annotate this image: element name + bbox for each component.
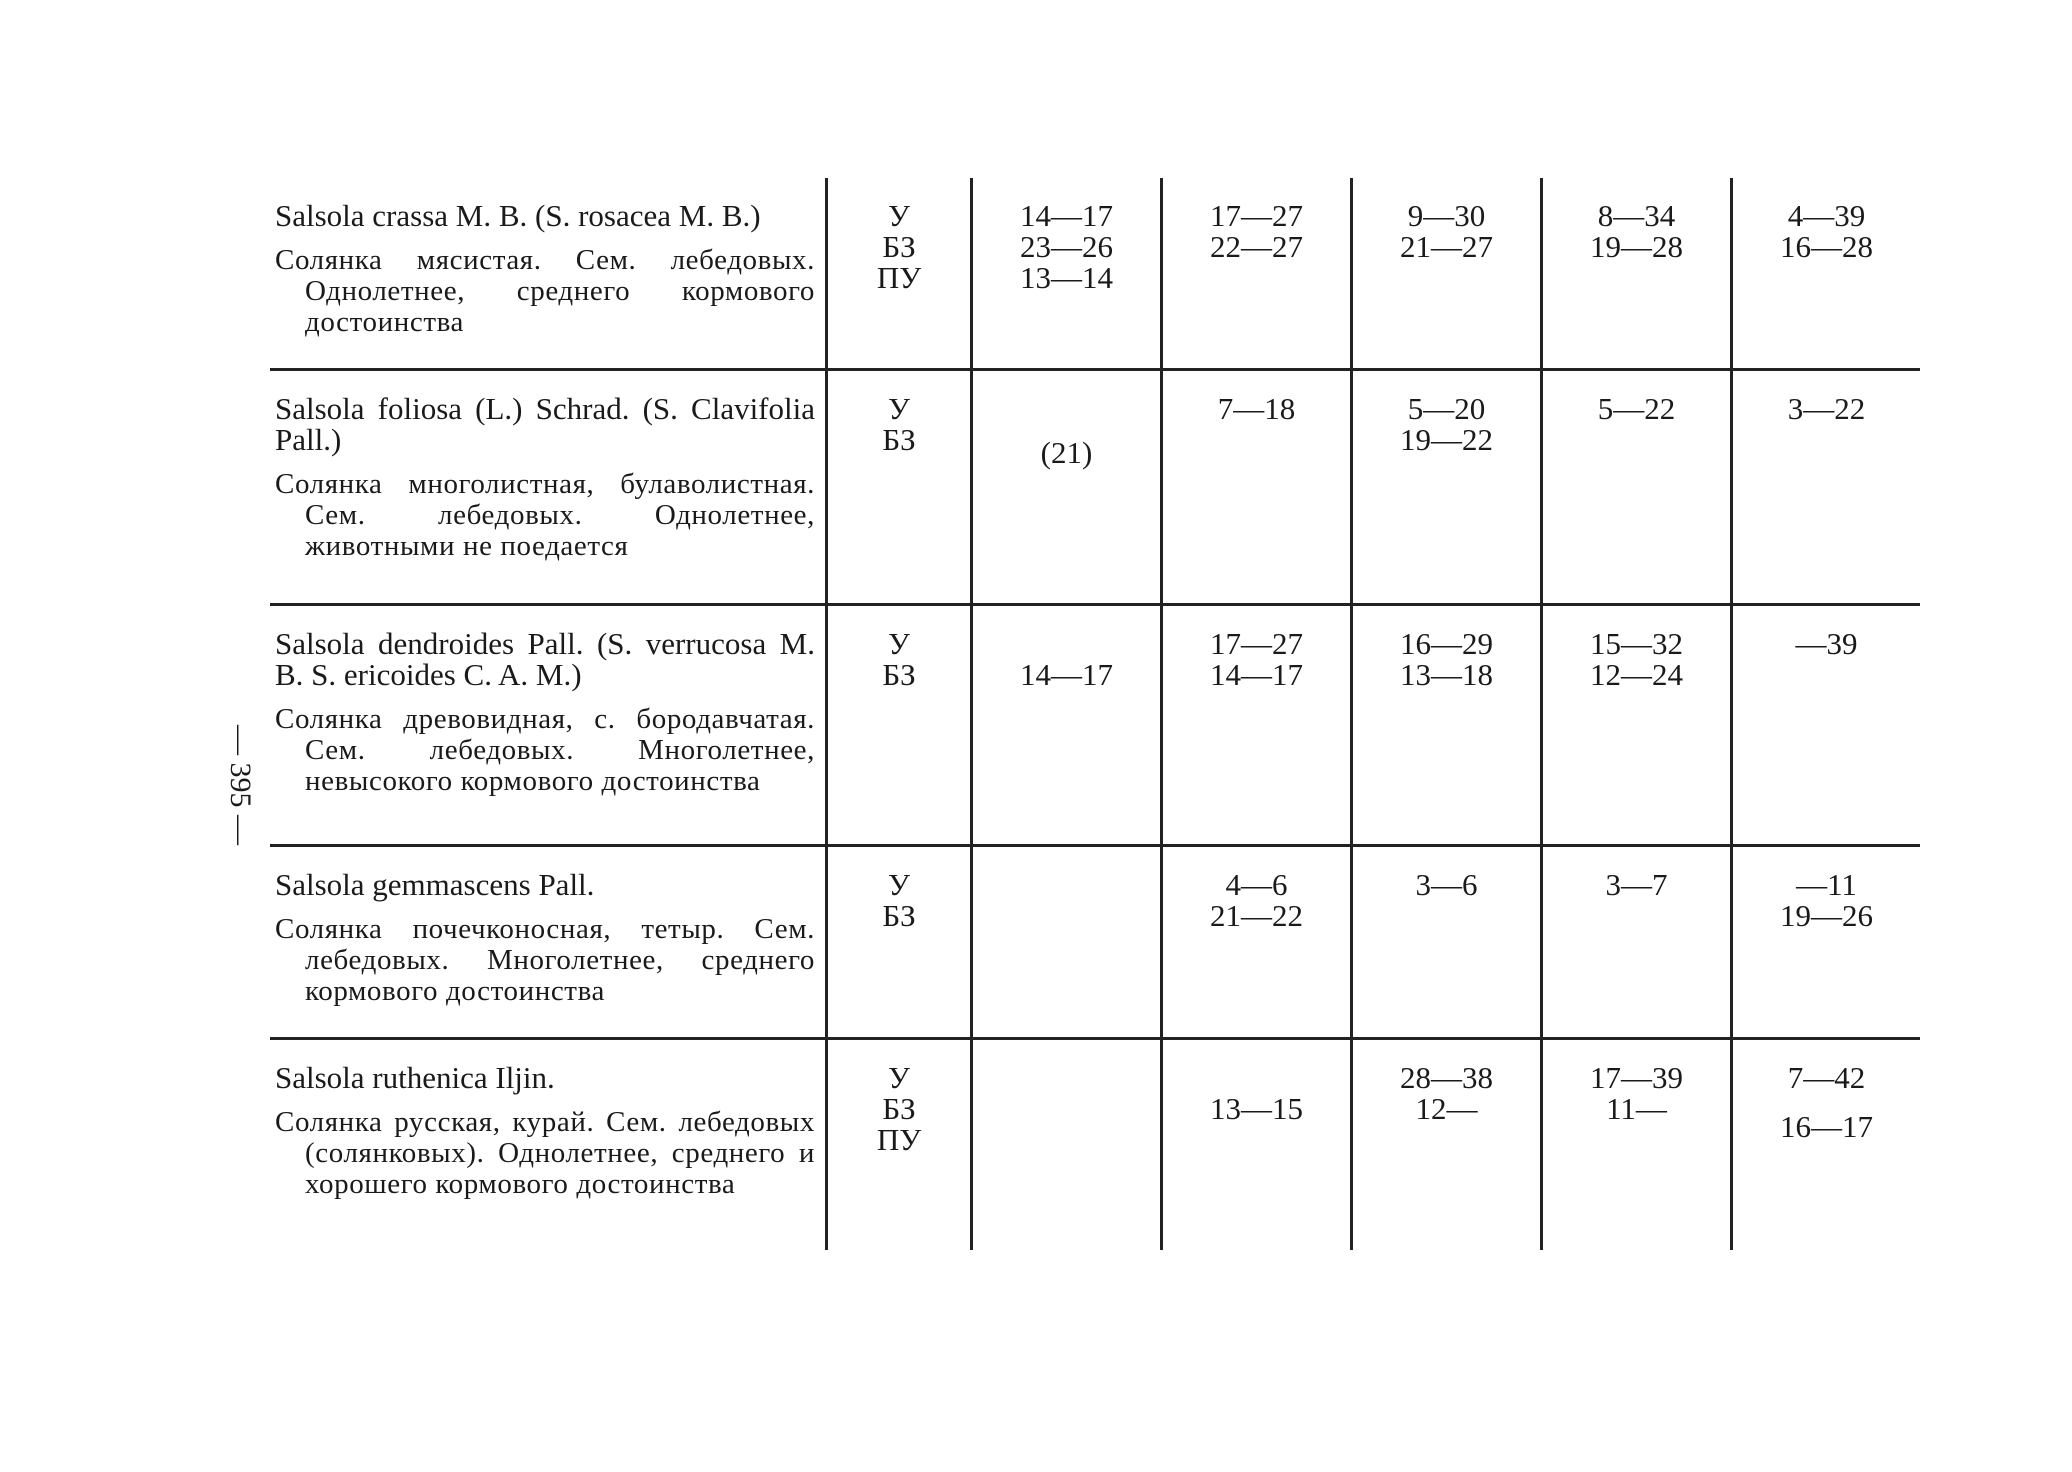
value-cell-1: [970, 606, 1160, 844]
species-cell: [270, 1040, 825, 1250]
range-value: 11—: [1606, 1091, 1667, 1126]
range-value: 19—28: [1590, 229, 1683, 264]
range-value: 4—39: [1787, 198, 1866, 233]
range-value: 13—15: [1210, 1091, 1303, 1126]
range-value: 22—27: [1210, 229, 1303, 264]
zone-cell: [825, 606, 970, 844]
zone-value: ПУ: [876, 1122, 922, 1157]
zone-value: БЗ: [882, 229, 916, 264]
latin-name: Salsola ruthenica Iljin.: [275, 1060, 555, 1095]
range-value: 28—38: [1400, 1060, 1493, 1095]
zone-cell: [825, 1040, 970, 1250]
species-cell: [270, 178, 825, 368]
range-value: 14—17: [1020, 657, 1113, 692]
latin-name: Salsola foliosa (L.) Schrad. (S. Clavifolia Pall.): [275, 391, 815, 457]
zone-value: БЗ: [882, 898, 916, 933]
species-table: [270, 178, 1920, 1250]
value-cell-2: [1160, 371, 1350, 603]
value-cell-4: [1540, 178, 1730, 368]
range-value: 3—22: [1787, 391, 1866, 426]
zone-value: У: [888, 198, 910, 233]
range-value: 13—18: [1400, 657, 1493, 692]
range-value: 3—7: [1605, 867, 1668, 902]
zone-value: БЗ: [882, 422, 916, 457]
range-value: 7—42: [1787, 1060, 1866, 1095]
range-value: 19—26: [1780, 898, 1873, 933]
range-value: 4—6: [1225, 867, 1288, 902]
value-cell-4: [1540, 847, 1730, 1037]
range-value: (21): [1040, 435, 1093, 470]
range-value: 17—39: [1590, 1060, 1683, 1095]
range-value: 13—14: [1020, 260, 1113, 295]
latin-name: Salsola gemmascens Pall.: [275, 867, 595, 902]
species-description: Солянка мясистая. Сем. лебедовых. Однолетнее, среднего кормового достоинства: [275, 244, 815, 338]
range-value: 16—17: [1780, 1109, 1873, 1144]
range-value: 3—6: [1415, 867, 1478, 902]
range-value: 7—18: [1217, 391, 1296, 426]
value-cell-1: [970, 371, 1160, 603]
value-cell-3: [1350, 1040, 1540, 1250]
species-description: Солянка древовидная, с. бородавчатая. Сем. лебедовых. Многолетнее, невысокого кормового достоинства: [275, 703, 815, 797]
zone-value: У: [888, 391, 910, 426]
range-value: 17—27: [1210, 198, 1303, 233]
value-cell-5: [1730, 178, 1920, 368]
range-value: 5—22: [1597, 391, 1676, 426]
value-cell-3: [1350, 371, 1540, 603]
value-cell-5: [1730, 371, 1920, 603]
latin-name: Salsola crassa M. B. (S. rosacea M. B.): [275, 198, 761, 233]
species-description: Солянка многолистная, булаволистная. Сем. лебедовых. Однолетнее, животными не поедается: [275, 468, 815, 562]
table-row: [270, 606, 1920, 847]
species-cell: [270, 606, 825, 844]
table-row: [270, 371, 1920, 606]
species-description: Солянка русская, курай. Сем. лебедовых (солянковых). Однолетнее, среднего и хорошего кормового достоинства: [275, 1106, 815, 1200]
range-value: 9—30: [1407, 198, 1486, 233]
value-cell-3: [1350, 606, 1540, 844]
value-cell-3: [1350, 847, 1540, 1037]
zone-value: У: [888, 626, 910, 661]
species-cell: [270, 847, 825, 1037]
range-value: —11: [1796, 867, 1857, 902]
table-row: [270, 1040, 1920, 1250]
range-value: 8—34: [1597, 198, 1676, 233]
value-cell-4: [1540, 606, 1730, 844]
value-cell-1: [970, 847, 1160, 1037]
value-cell-2: [1160, 1040, 1350, 1250]
value-cell-2: [1160, 178, 1350, 368]
value-cell-4: [1540, 371, 1730, 603]
range-value: 21—27: [1400, 229, 1493, 264]
species-description: Солянка почечконосная, тетыр. Сем. лебедовых. Многолетнее, среднего кормового достоинства: [275, 913, 815, 1007]
value-cell-4: [1540, 1040, 1730, 1250]
range-value: 23—26: [1020, 229, 1113, 264]
range-value: 14—17: [1020, 198, 1113, 233]
zone-value: БЗ: [882, 657, 916, 692]
zone-value: БЗ: [882, 1091, 916, 1126]
range-value: 19—22: [1400, 422, 1493, 457]
zone-cell: [825, 178, 970, 368]
value-cell-2: [1160, 847, 1350, 1037]
value-cell-5: [1730, 847, 1920, 1037]
range-value: 12—: [1415, 1091, 1478, 1126]
page-number: — 395 —: [224, 725, 257, 845]
range-value: —39: [1795, 626, 1858, 661]
value-cell-5: [1730, 1040, 1920, 1250]
table-row: [270, 178, 1920, 371]
value-cell-5: [1730, 606, 1920, 844]
zone-value: ПУ: [876, 260, 922, 295]
value-cell-1: [970, 1040, 1160, 1250]
zone-cell: [825, 847, 970, 1037]
table-row: [270, 847, 1920, 1040]
range-value: 21—22: [1210, 898, 1303, 933]
range-value: 16—28: [1780, 229, 1873, 264]
value-cell-2: [1160, 606, 1350, 844]
latin-name: Salsola dendroides Pall. (S. verrucosa M. B. S. ericoides C. A. M.): [275, 626, 815, 692]
zone-value: У: [888, 1060, 910, 1095]
zone-value: У: [888, 867, 910, 902]
range-value: 17—27: [1210, 626, 1303, 661]
value-cell-3: [1350, 178, 1540, 368]
value-cell-1: [970, 178, 1160, 368]
range-value: 12—24: [1590, 657, 1683, 692]
range-value: 5—20: [1407, 391, 1486, 426]
species-cell: [270, 371, 825, 603]
range-value: 15—32: [1590, 626, 1683, 661]
range-value: 14—17: [1210, 657, 1303, 692]
zone-cell: [825, 371, 970, 603]
range-value: 16—29: [1400, 626, 1493, 661]
